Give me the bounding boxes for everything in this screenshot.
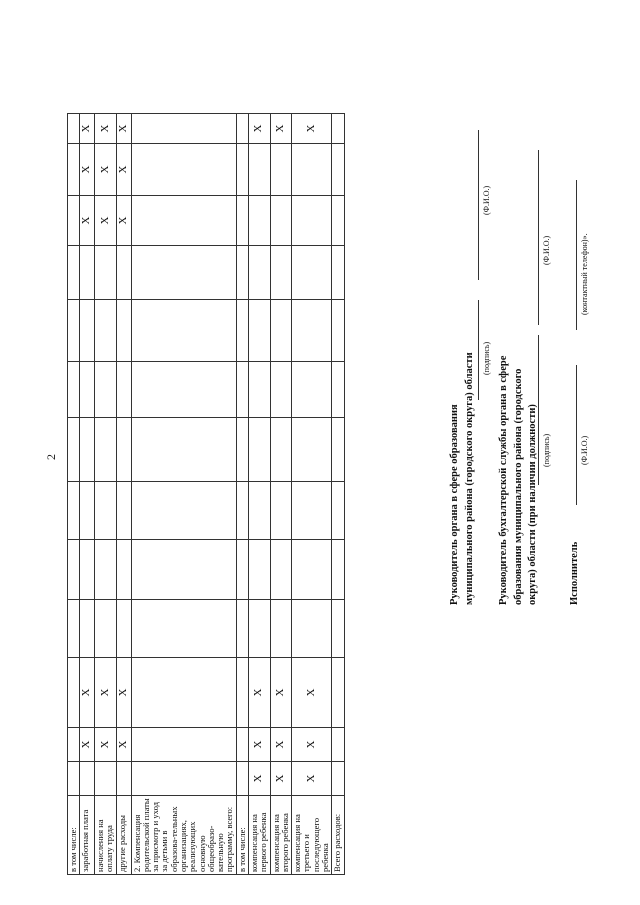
table-cell	[95, 540, 117, 600]
table-cell	[270, 600, 292, 658]
table-cell	[332, 600, 344, 658]
table-cell	[236, 482, 248, 540]
table-cell	[131, 658, 236, 728]
table-cell: X	[270, 728, 292, 762]
table-cell	[68, 144, 80, 196]
table-row	[95, 114, 117, 875]
table-cell	[270, 418, 292, 482]
table-cell	[292, 196, 332, 246]
accountant-signature-caption: (подпись)	[542, 433, 551, 467]
table-row	[131, 114, 236, 875]
table-cell	[95, 418, 117, 482]
table-cell	[292, 540, 332, 600]
table-cell	[131, 196, 236, 246]
head-name-line	[478, 130, 479, 280]
head-name-caption: (Ф.И.О.)	[482, 185, 491, 215]
executor-phone-caption: (контактный телефон)».	[580, 233, 589, 315]
table-cell	[270, 540, 292, 600]
table-cell: X	[116, 658, 131, 728]
row-label: заработная плата	[80, 796, 95, 875]
table-cell	[116, 600, 131, 658]
table-cell	[131, 600, 236, 658]
table-row	[116, 114, 131, 875]
table-cell	[292, 600, 332, 658]
row-label: другие расходы	[116, 796, 131, 875]
row-label: в том числе:	[236, 796, 248, 875]
head-title-line1: Руководитель органа в сфере образования	[449, 404, 460, 605]
table-cell	[332, 362, 344, 418]
table-cell	[68, 418, 80, 482]
table-cell	[68, 728, 80, 762]
table-cell	[292, 300, 332, 362]
table-cell	[68, 196, 80, 246]
table-cell	[116, 300, 131, 362]
table-cell	[116, 418, 131, 482]
table-cell	[332, 418, 344, 482]
table-cell: X	[95, 658, 117, 728]
row-label: начисления на оплату труда	[95, 796, 117, 875]
table-cell	[80, 540, 95, 600]
table-cell	[116, 482, 131, 540]
table-cell	[68, 540, 80, 600]
table-cell	[248, 300, 270, 362]
table-cell	[131, 246, 236, 300]
accountant-signature-title	[497, 356, 541, 605]
table-cell	[332, 762, 344, 796]
table-cell	[236, 246, 248, 300]
table-cell	[236, 300, 248, 362]
executor-phone-line	[576, 180, 577, 330]
table-row	[248, 114, 270, 875]
table-cell	[131, 144, 236, 196]
table-cell: X	[80, 658, 95, 728]
executor-title: Исполнитель	[569, 541, 580, 605]
table-cell	[270, 144, 292, 196]
table-cell	[270, 196, 292, 246]
table-cell	[248, 418, 270, 482]
table-cell	[248, 196, 270, 246]
table-cell	[292, 482, 332, 540]
page-number: 2	[44, 454, 58, 460]
report-table	[67, 113, 345, 875]
table-cell	[80, 362, 95, 418]
table-cell	[116, 362, 131, 418]
accountant-signature-line	[538, 335, 539, 485]
table-cell	[236, 144, 248, 196]
table-cell: X	[80, 196, 95, 246]
table-cell	[95, 762, 117, 796]
table-cell: X	[95, 114, 117, 144]
table-cell	[95, 300, 117, 362]
table-cell: X	[80, 144, 95, 196]
table-cell: X	[95, 728, 117, 762]
head-signature-title	[448, 352, 477, 605]
head-signature-caption: (подпись)	[482, 341, 491, 375]
table-cell	[292, 362, 332, 418]
table-cell	[332, 144, 344, 196]
table-cell	[131, 362, 236, 418]
table-cell: X	[292, 728, 332, 762]
table-cell: X	[95, 144, 117, 196]
table-cell	[80, 300, 95, 362]
table-cell	[68, 114, 80, 144]
table-cell	[68, 362, 80, 418]
table-cell	[80, 246, 95, 300]
table-cell: X	[292, 658, 332, 728]
table-cell	[236, 362, 248, 418]
table-cell	[95, 362, 117, 418]
row-label: компенсация на второго ребенка	[270, 796, 292, 875]
head-signature-line	[478, 300, 479, 400]
table-cell: X	[292, 762, 332, 796]
table-row	[332, 114, 344, 875]
table-cell	[236, 540, 248, 600]
table-cell	[116, 540, 131, 600]
table-cell	[248, 482, 270, 540]
table-cell: X	[248, 762, 270, 796]
row-label: в том числе:	[68, 796, 80, 875]
executor-name-caption: (Ф.И.О.)	[580, 435, 589, 465]
executor-name-line	[576, 365, 577, 505]
table-cell	[68, 246, 80, 300]
table-cell	[332, 540, 344, 600]
table-cell	[68, 600, 80, 658]
table-cell: X	[248, 728, 270, 762]
accountant-title-line2: образования муниципального района (городского	[512, 368, 524, 605]
table-cell	[236, 762, 248, 796]
row-label: 2. Компенсация родительской платы за присмотр и уход за детьми в образова-тельных организациях, реализующих основную общеобразо-вательную программу, всего:	[131, 796, 236, 875]
table-cell	[332, 300, 344, 362]
table-cell	[131, 114, 236, 144]
table-cell	[131, 728, 236, 762]
table-cell: X	[270, 658, 292, 728]
head-title-line2: муниципального района (городского округа) области	[463, 352, 475, 605]
table-cell	[332, 114, 344, 144]
table-cell	[248, 540, 270, 600]
table-cell	[332, 482, 344, 540]
table-row	[236, 114, 248, 875]
table-row	[68, 114, 80, 875]
table-cell: X	[80, 728, 95, 762]
table-cell	[95, 482, 117, 540]
table-cell: X	[95, 196, 117, 246]
table-cell: X	[116, 196, 131, 246]
table-cell	[292, 418, 332, 482]
table-row	[270, 114, 292, 875]
table-cell	[80, 600, 95, 658]
table-cell	[236, 600, 248, 658]
accountant-name-line	[538, 150, 539, 325]
accountant-title-line3: округа) области (при наличии должности)	[527, 404, 539, 605]
accountant-title-line1: Руководитель бухгалтерской службы органа в сфере	[498, 355, 509, 605]
table-cell	[332, 246, 344, 300]
table-cell	[68, 762, 80, 796]
table-cell	[131, 540, 236, 600]
table-cell	[270, 300, 292, 362]
table-cell	[131, 418, 236, 482]
table-cell: X	[270, 762, 292, 796]
table-cell: X	[248, 658, 270, 728]
table-cell	[248, 362, 270, 418]
table-cell: X	[248, 114, 270, 144]
table-cell	[248, 144, 270, 196]
table-cell	[80, 418, 95, 482]
table-cell: X	[270, 114, 292, 144]
table-cell	[68, 482, 80, 540]
table-cell	[236, 196, 248, 246]
table-row	[292, 114, 332, 875]
table-cell	[236, 728, 248, 762]
table-cell: X	[292, 114, 332, 144]
table-cell	[131, 762, 236, 796]
table-cell	[270, 482, 292, 540]
table-cell	[68, 300, 80, 362]
table-cell	[236, 114, 248, 144]
table-cell	[270, 246, 292, 300]
table-cell	[80, 762, 95, 796]
table-cell	[131, 482, 236, 540]
row-label: компенсация на первого ребенка	[248, 796, 270, 875]
table-cell: X	[80, 114, 95, 144]
table-cell	[292, 246, 332, 300]
row-label: Всего расходов:	[332, 796, 344, 875]
row-label: компенсация на третьего и последующего ребенка	[292, 796, 332, 875]
table-cell	[332, 658, 344, 728]
table-row	[80, 114, 95, 875]
accountant-name-caption: (Ф.И.О.)	[542, 235, 551, 265]
table-cell	[236, 418, 248, 482]
table-cell	[292, 144, 332, 196]
table-cell	[270, 362, 292, 418]
table-body	[68, 114, 345, 875]
table-cell	[116, 246, 131, 300]
table-cell	[248, 246, 270, 300]
table-cell	[332, 196, 344, 246]
table-cell	[68, 658, 80, 728]
table-cell	[131, 300, 236, 362]
table-cell: X	[116, 728, 131, 762]
table-cell: X	[116, 144, 131, 196]
table-cell	[332, 728, 344, 762]
table-cell	[248, 600, 270, 658]
table-cell: X	[116, 114, 131, 144]
table-cell	[95, 246, 117, 300]
table-cell	[95, 600, 117, 658]
table-cell	[236, 658, 248, 728]
table-cell	[80, 482, 95, 540]
table-cell	[116, 762, 131, 796]
